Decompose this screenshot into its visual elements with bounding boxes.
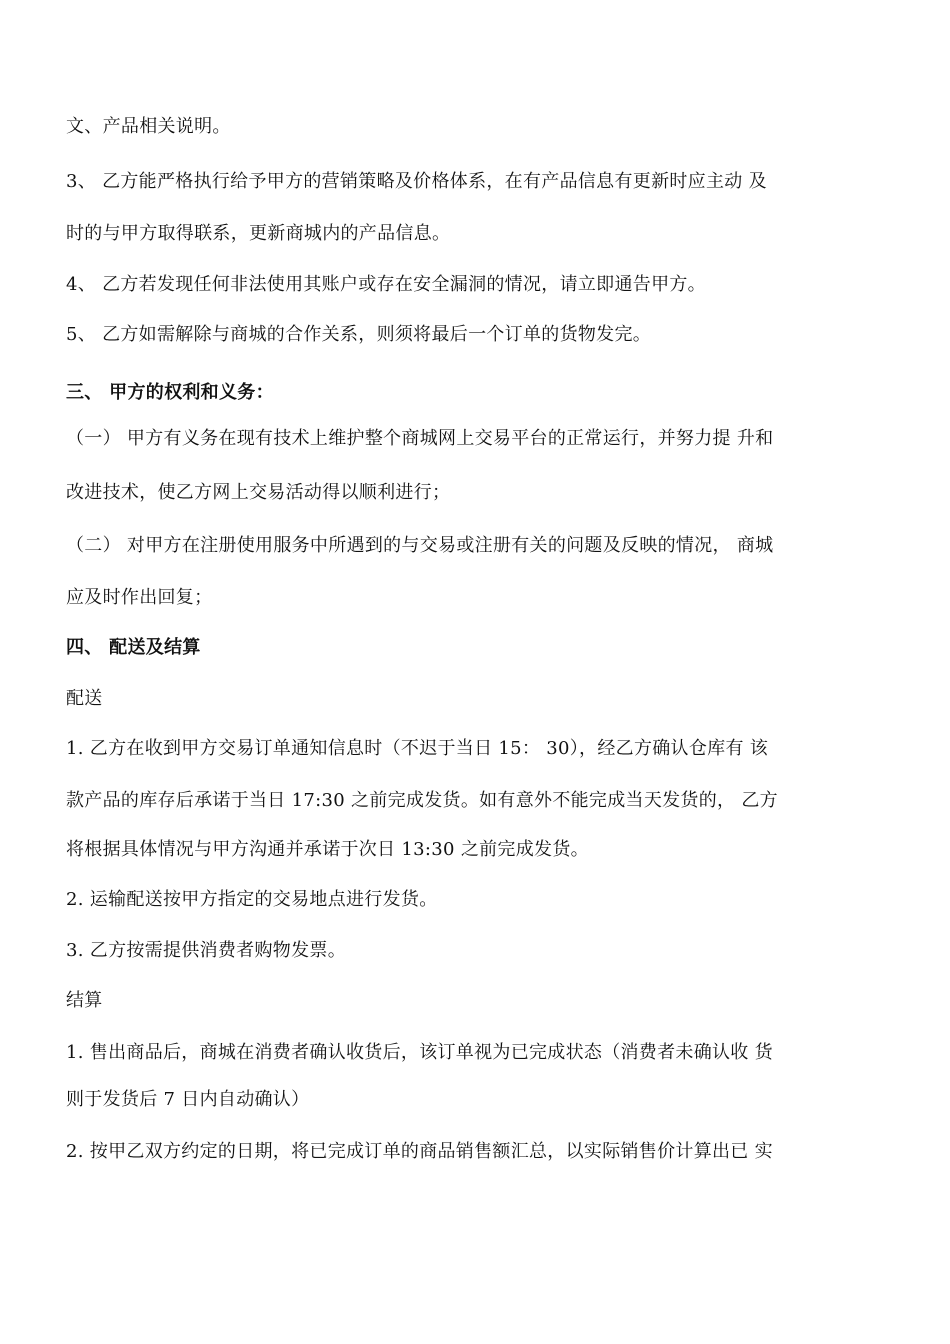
text-line: 文、产品相关说明。: [66, 116, 231, 137]
delivery-2: 2. 运输配送按甲方指定的交易地点进行发货。: [66, 889, 438, 910]
delivery-1-line-1: 1. 乙方在收到甲方交易订单通知信息时（不迟于当日 15： 30），经乙方确认仓库有 该: [66, 738, 769, 759]
settlement-1-line-2: 则于发货后 7 日内自动确认）: [66, 1089, 310, 1110]
item-1-line-2: 改进技术，使乙方网上交易活动得以顺利进行；: [66, 482, 451, 503]
clause-4: 4、 乙方若发现任何非法使用其账户或存在安全漏洞的情况，请立即通告甲方。: [66, 274, 706, 295]
delivery-1-line-2: 款产品的库存后承诺于当日 17:30 之前完成发货。如有意外不能完成当天发货的， 乙方: [66, 790, 778, 811]
subheading-settlement: 结算: [66, 990, 103, 1011]
item-1-line-1: （一） 甲方有义务在现有技术上维护整个商城网上交易平台的正常运行，并努力提 升和: [66, 428, 774, 449]
clause-3-line-1: 3、 乙方能严格执行给予甲方的营销策略及价格体系，在有产品信息有更新时应主动 及: [66, 171, 767, 192]
settlement-1-line-1: 1. 售出商品后，商城在消费者确认收货后，该订单视为已完成状态（消费者未确认收 货: [66, 1042, 773, 1063]
clause-5: 5、 乙方如需解除与商城的合作关系，则须将最后一个订单的货物发完。: [66, 324, 652, 345]
subheading-delivery: 配送: [66, 688, 103, 709]
settlement-2-line-1: 2. 按甲乙双方约定的日期，将已完成订单的商品销售额汇总，以实际销售价计算出已 实: [66, 1141, 773, 1162]
delivery-3: 3. 乙方按需提供消费者购物发票。: [66, 940, 346, 961]
delivery-1-line-3: 将根据具体情况与甲方沟通并承诺于次日 13:30 之前完成发货。: [66, 839, 589, 860]
section-4-heading: 四、 配送及结算: [66, 637, 201, 658]
item-2-line-2: 应及时作出回复；: [66, 587, 213, 608]
clause-3-line-2: 时的与甲方取得联系，更新商城内的产品信息。: [66, 223, 451, 244]
item-2-line-1: （二） 对甲方在注册使用服务中所遇到的与交易或注册有关的问题及反映的情况， 商城: [66, 535, 774, 556]
section-3-heading: 三、 甲方的权利和义务：: [66, 382, 274, 403]
